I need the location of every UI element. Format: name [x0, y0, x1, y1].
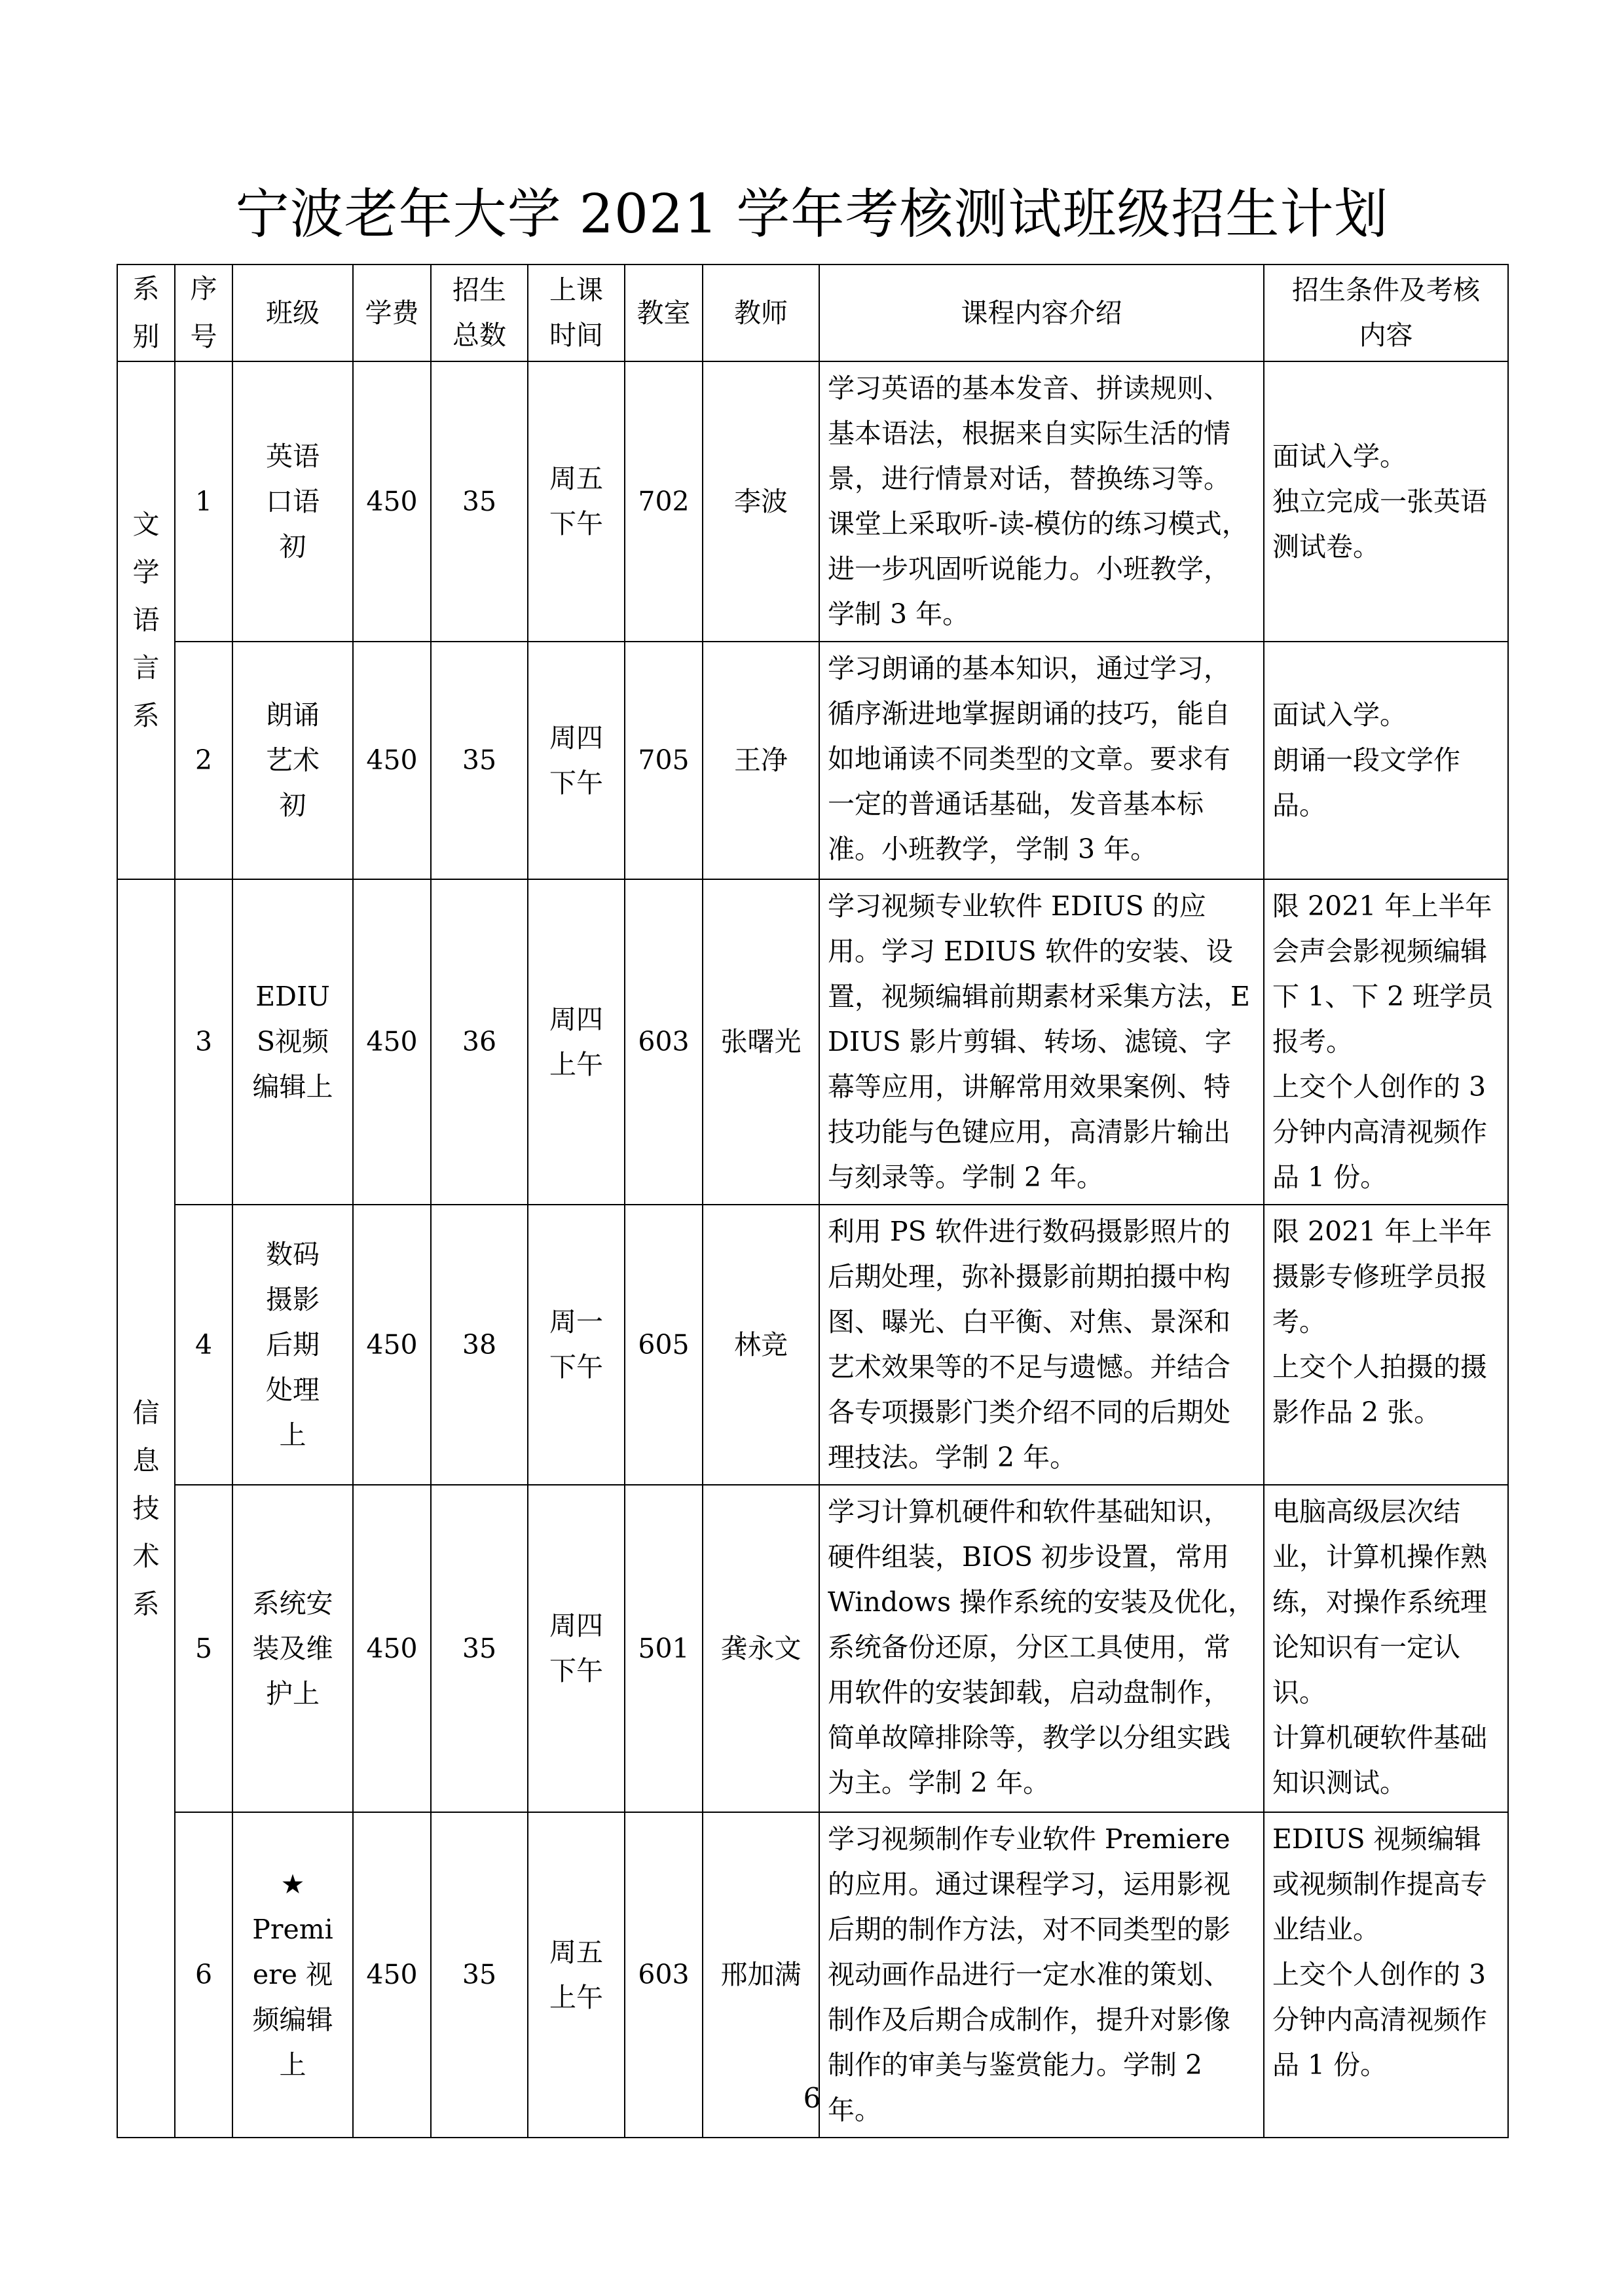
quota-cell: 35 [431, 361, 528, 642]
header-room: 教室 [625, 264, 703, 361]
class-cell: ★ Premiere 视频编辑上 [232, 1812, 353, 2138]
header-seq: 序号 [175, 264, 232, 361]
seq-cell: 4 [175, 1205, 232, 1485]
header-dept: 系别 [117, 264, 175, 361]
time-cell: 周四上午 [528, 879, 625, 1205]
table-row [117, 361, 1508, 642]
room-cell: 603 [625, 879, 703, 1205]
fee-cell: 450 [353, 1485, 431, 1812]
desc-cell: 学习视频专业软件 EDIUS 的应用。学习 EDIUS 软件的安装、设置，视频编辑前期素材采集方法，EDIUS 影片剪辑、转场、滤镜、字幕等应用，讲解常用效果案例、特技功能与色键应用，高清影片输出与刻录等。学制 2 年。 [819, 879, 1264, 1205]
table-row [117, 879, 1508, 1205]
header-time: 上课时间 [528, 264, 625, 361]
room-cell: 605 [625, 1205, 703, 1485]
teacher-cell: 王净 [703, 642, 819, 879]
desc-cell: 学习计算机硬件和软件基础知识，硬件组装，BIOS 初步设置，常用 Windows 操作系统的安装及优化，系统备份还原，分区工具使用，常用软件的安装卸载，启动盘制作，简单故障排除等，教学以分组实践为主。学制 2 年。 [819, 1485, 1264, 1812]
seq-cell: 6 [175, 1812, 232, 2138]
time-cell: 周五上午 [528, 1812, 625, 2138]
req-cell: 限 2021 年上半年摄影专修班学员报考。 上交个人拍摄的摄影作品 2 张。 [1264, 1205, 1508, 1485]
time-cell: 周四下午 [528, 642, 625, 879]
quota-cell: 35 [431, 1812, 528, 2138]
desc-cell: 学习英语的基本发音、拼读规则、基本语法，根据来自实际生活的情景，进行情景对话，替换练习等。课堂上采取听-读-模仿的练习模式，进一步巩固听说能力。小班教学，学制 3 年。 [819, 361, 1264, 642]
desc-cell: 利用 PS 软件进行数码摄影照片的后期处理，弥补摄影前期拍摄中构图、曝光、白平衡、对焦、景深和艺术效果等的不足与遗憾。并结合各专项摄影门类介绍不同的后期处理技法。学制 2 年。 [819, 1205, 1264, 1485]
req-cell: 电脑高级层次结业，计算机操作熟练，对操作系统理论知识有一定认识。 计算机硬软件基础知识测试。 [1264, 1485, 1508, 1812]
fee-cell: 450 [353, 642, 431, 879]
class-cell: 朗诵艺术初 [232, 642, 353, 879]
teacher-cell: 龚永文 [703, 1485, 819, 1812]
req-cell: 面试入学。 独立完成一张英语测试卷。 [1264, 361, 1508, 642]
page-number: 6 [803, 2082, 821, 2114]
table-row [117, 1205, 1508, 1485]
room-cell: 705 [625, 642, 703, 879]
table-row [117, 642, 1508, 879]
header-fee: 学费 [353, 264, 431, 361]
header-req: 招生条件及考核内容 [1264, 264, 1508, 361]
class-cell: 英语口语初 [232, 361, 353, 642]
header-quota: 招生总数 [431, 264, 528, 361]
star-icon: ★ [280, 1868, 305, 1900]
room-cell: 603 [625, 1812, 703, 2138]
seq-cell: 2 [175, 642, 232, 879]
seq-cell: 5 [175, 1485, 232, 1812]
quota-cell: 35 [431, 642, 528, 879]
fee-cell: 450 [353, 1205, 431, 1485]
seq-cell: 1 [175, 361, 232, 642]
seq-cell: 3 [175, 879, 232, 1205]
quota-cell: 36 [431, 879, 528, 1205]
enrollment-table [117, 264, 1509, 2138]
class-cell: 系统安装及维护上 [232, 1485, 353, 1812]
quota-cell: 38 [431, 1205, 528, 1485]
page-title: 宁波老年大学 2021 学年考核测试班级招生计划 [235, 183, 1389, 246]
header-desc: 课程内容介绍 [819, 264, 1264, 361]
time-cell: 周一下午 [528, 1205, 625, 1485]
table-row [117, 1485, 1508, 1812]
fee-cell: 450 [353, 1812, 431, 2138]
teacher-cell: 张曙光 [703, 879, 819, 1205]
dept-cell: 文学语言系 [117, 361, 175, 879]
header-class: 班级 [232, 264, 353, 361]
fee-cell: 450 [353, 879, 431, 1205]
req-cell: 限 2021 年上半年会声会影视频编辑下 1、下 2 班学员报考。 上交个人创作的 3 分钟内高清视频作品 1 份。 [1264, 879, 1508, 1205]
fee-cell: 450 [353, 361, 431, 642]
time-cell: 周五下午 [528, 361, 625, 642]
req-cell: EDIUS 视频编辑或视频制作提高专业结业。 上交个人创作的 3 分钟内高清视频作品 1 份。 [1264, 1812, 1508, 2138]
teacher-cell: 林竞 [703, 1205, 819, 1485]
quota-cell: 35 [431, 1485, 528, 1812]
teacher-cell: 李波 [703, 361, 819, 642]
header-teacher: 教师 [703, 264, 819, 361]
room-cell: 702 [625, 361, 703, 642]
dept-cell: 信息技术系 [117, 879, 175, 2138]
req-cell: 面试入学。 朗诵一段文学作品。 [1264, 642, 1508, 879]
desc-cell: 学习视频制作专业软件 Premiere 的应用。通过课程学习，运用影视后期的制作方法，对不同类型的影视动画作品进行一定水准的策划、制作及后期合成制作，提升对影像制作的审美与鉴赏能力。学制 2 年。 [819, 1812, 1264, 2138]
room-cell: 501 [625, 1485, 703, 1812]
class-cell: EDIUS视频编辑上 [232, 879, 353, 1205]
teacher-cell: 邢加满 [703, 1812, 819, 2138]
desc-cell: 学习朗诵的基本知识，通过学习，循序渐进地掌握朗诵的技巧，能自如地诵读不同类型的文章。要求有一定的普通话基础，发音基本标准。小班教学，学制 3 年。 [819, 642, 1264, 879]
class-cell: 数码摄影后期处理上 [232, 1205, 353, 1485]
header-row [117, 264, 1508, 361]
time-cell: 周四下午 [528, 1485, 625, 1812]
